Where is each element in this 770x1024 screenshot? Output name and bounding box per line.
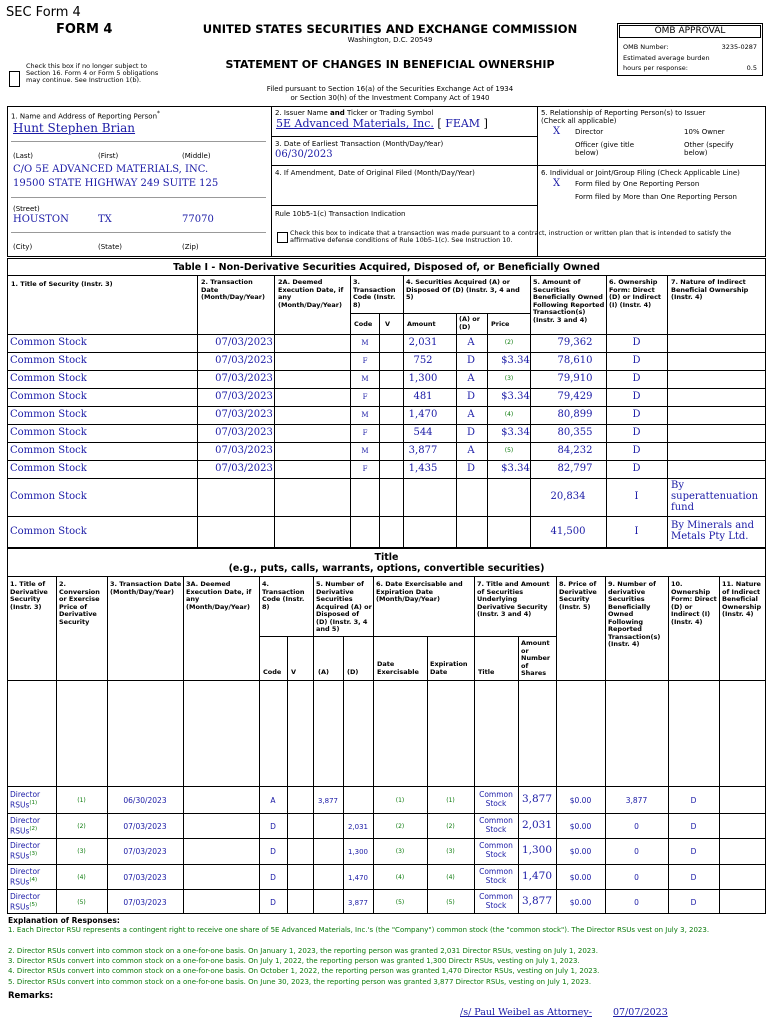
last-label: (Last) xyxy=(13,152,34,160)
t2-h9: 9. Number of derivative Securities Beneficially Owned Following Reported Transaction(s) (Instr. 4) xyxy=(608,580,661,648)
table2-cell-owned: 0 xyxy=(634,873,639,882)
t2-code: Code xyxy=(263,668,282,676)
table2-cell-exp: (3) xyxy=(446,848,455,855)
table2-title-footnote: (1) xyxy=(29,800,38,806)
table2-cell-price: $0.00 xyxy=(569,898,592,907)
table2-cell-dex: (3) xyxy=(395,848,405,855)
table1-cell-date: 07/03/2023 xyxy=(215,355,273,366)
issuer-ticker: FEAM xyxy=(445,117,481,130)
table2-cell-ushares: 2,031 xyxy=(521,819,553,831)
filing-one-label: Form filed by One Reporting Person xyxy=(575,180,700,188)
signature-date: 07/07/2023 xyxy=(613,1007,668,1018)
table2-cell-dex: (1) xyxy=(395,797,405,804)
table1-cell-title: Common Stock xyxy=(10,373,87,384)
table2-cell-code: D xyxy=(270,898,276,907)
table2-cell-d: 1,300 xyxy=(347,848,369,856)
table1-indirect-form: I xyxy=(634,526,639,537)
street-label: (Street) xyxy=(13,205,40,213)
table1-cell-price: $3.34 xyxy=(501,391,530,402)
t2-h2: 2. Conversion or Exercise Price of Derivative Security xyxy=(59,580,100,626)
t1-aord: (A) or (D) xyxy=(459,315,480,331)
t2-a: (A) xyxy=(318,668,329,676)
table2-cell-a: 3,877 xyxy=(317,797,339,805)
table2-row xyxy=(7,889,766,914)
filing-label: 6. Individual or Joint/Group Filing (Check Applicable Line) xyxy=(541,169,740,177)
table2-cell-exp: (5) xyxy=(446,899,455,906)
amendment-label: 4. If Amendment, Date of Original Filed (Month/Day/Year) xyxy=(275,169,475,177)
table2-cell-exp: (2) xyxy=(446,823,455,830)
table1-cell-amount: 1,435 xyxy=(408,463,438,474)
explanation-note-4: 4. Director RSUs convert into common stock on a one-for-one basis. On October 1, 2022, the reporting person was granted 1,470 Director RSUs, vesting on July 1, 2023. xyxy=(8,967,600,975)
zip: 77070 xyxy=(182,214,214,225)
table1-cell-owned: 80,355 xyxy=(557,427,593,438)
table2-cell-date: 07/03/2023 xyxy=(123,873,167,882)
table2-title-footnote: (5) xyxy=(29,902,38,908)
table1-cell-title: Common Stock xyxy=(10,445,87,456)
table2-cell-form: D xyxy=(690,796,697,805)
table1-cell-amount: 752 xyxy=(413,355,433,366)
table1-cell-title: Common Stock xyxy=(10,409,87,420)
table1-cell-price: (2) xyxy=(504,339,514,346)
state: TX xyxy=(98,214,112,225)
table2-row xyxy=(7,838,766,863)
city: HOUSTON xyxy=(13,214,69,225)
table1-cell-amount: 544 xyxy=(413,427,433,438)
table1-cell-owned: 78,610 xyxy=(557,355,593,366)
t1-code: Code xyxy=(354,320,373,328)
t1-h5: 5. Amount of Securities Beneficially Owned Following Reported Transaction(s) (Instr. 3 and 4) xyxy=(533,278,605,324)
t2-h3a: 3A. Deemed Execution Date, if any (Month/Day/Year) xyxy=(186,580,252,611)
table1-indirect-row xyxy=(7,478,766,516)
explanation-note-5: 5. Director RSUs convert into common stock on a one-for-one basis. On June 30, 2023, the reporting person was granted 3,877 Director RSUs, vesting on July 1, 2023. xyxy=(8,978,592,986)
table1-cell-owned: 82,797 xyxy=(557,463,593,474)
table1-cell-code: F xyxy=(362,357,368,365)
table2-cell-form: D xyxy=(690,822,697,831)
table1-cell-ad: D xyxy=(466,391,476,402)
t2-h7: 7. Title and Amount of Securities Underlying Derivative Security (Instr. 3 and 4) xyxy=(477,580,550,618)
table2-cell-utitle: Common Stock xyxy=(479,892,513,910)
rule-checkbox[interactable] xyxy=(277,232,288,243)
rule-text: Check this box to indicate that a transaction was made pursuant to a contract, instruction or written plan that is intended to satisfy the affirmative defense conditions of Rule 10b5-1(c). See Instruction 10. xyxy=(290,229,732,244)
omb-number-value: 3235-0287 xyxy=(721,43,757,51)
form-name: FORM 4 xyxy=(56,22,113,37)
table2-cell-price: $0.00 xyxy=(569,847,592,856)
table2-title: Title xyxy=(374,552,399,563)
table2-cell-title xyxy=(10,790,56,810)
middle-label: (Middle) xyxy=(182,152,211,160)
table1-cell-form: D xyxy=(632,355,641,366)
table1-row xyxy=(7,442,766,460)
table2-cell-dex: (5) xyxy=(395,899,405,906)
table1-cell-form: D xyxy=(632,445,641,456)
table2-row xyxy=(7,787,766,812)
table1-cell-date: 07/03/2023 xyxy=(215,463,273,474)
remarks-label: Remarks: xyxy=(8,991,54,1001)
table2-cell-title xyxy=(10,892,56,912)
t2-h11: 11. Nature of Indirect Beneficial Ownership (Instr. 4) xyxy=(722,580,762,618)
table2-cell-date: 07/03/2023 xyxy=(123,898,167,907)
t2-h5: 5. Number of Derivative Securities Acquired (A) or Disposed of (D) (Instr. 3, 4 and 5) xyxy=(316,580,372,633)
table2-cell-exp: (1) xyxy=(446,797,455,804)
table2-cell-title xyxy=(10,816,56,836)
table1-cell-title: Common Stock xyxy=(10,463,87,474)
filing-one-mark[interactable]: X xyxy=(553,178,561,189)
agency-location: Washington, D.C. 20549 xyxy=(347,36,433,44)
table1-cell-amount: 2,031 xyxy=(408,337,438,348)
table1-cell-price: $3.34 xyxy=(501,463,530,474)
section16-note: Check this box if no longer subject to Section 16. Form 4 or Form 5 obligations may continue. See Instruction 1(b). xyxy=(26,62,159,84)
table1-cell-amount: 1,470 xyxy=(408,409,438,420)
omb-approval-box xyxy=(617,23,763,76)
table2-cell-d: 1,470 xyxy=(347,874,369,882)
t1-price: Price xyxy=(491,320,510,328)
t1-h6: 6. Ownership Form: Direct (D) or Indirect (I) (Instr. 4) xyxy=(609,278,662,309)
rule-label: Rule 10b5-1(c) Transaction Indication xyxy=(275,210,406,218)
explanation-note-1: 1. Each Director RSU represents a contingent right to receive one share of 5E Advanced Materials, Inc.'s (the "Company") common stock (the "common stock"). The Director RSUs vest on July 3, 2023. xyxy=(8,926,710,934)
table2-cell-ushares: 1,470 xyxy=(521,870,553,882)
table1-cell-code: M xyxy=(361,447,369,455)
ten-pct-owner-label: 10% Owner xyxy=(684,128,725,136)
table2-cell-code: D xyxy=(270,822,276,831)
table1-cell-ad: A xyxy=(467,445,475,456)
table2-cell-utitle: Common Stock xyxy=(479,790,513,808)
table1-row xyxy=(7,334,766,352)
zip-label: (Zip) xyxy=(182,243,199,251)
table1-cell-date: 07/03/2023 xyxy=(215,337,273,348)
address-line2: 19500 STATE HIGHWAY 249 SUITE 125 xyxy=(13,178,219,189)
table1-cell-date: 07/03/2023 xyxy=(215,427,273,438)
table2-cell-d: 3,877 xyxy=(347,899,369,907)
table1-cell-date: 07/03/2023 xyxy=(215,373,273,384)
table2-cell-ushares: 3,877 xyxy=(521,793,553,805)
table1-cell-owned: 80,899 xyxy=(557,409,593,420)
t2-d: (D) xyxy=(347,668,359,676)
table2-title-text: Director RSUs xyxy=(10,816,41,836)
table1-indirect-row xyxy=(7,516,766,548)
table1-cell-price: $3.34 xyxy=(501,355,530,366)
table2-title-text: Director RSUs xyxy=(10,867,41,887)
table1-row xyxy=(7,388,766,406)
table2-title-text: Director RSUs xyxy=(10,790,41,810)
document-title: SEC Form 4 xyxy=(6,5,81,20)
t2-h8: 8. Price of Derivative Security (Instr. 5) xyxy=(559,580,597,611)
t1-h2: 2. Transaction Date (Month/Day/Year) xyxy=(201,278,265,301)
table1-cell-code: F xyxy=(362,429,368,437)
table1-row xyxy=(7,406,766,424)
issuer-name-link[interactable]: 5E Advanced Materials, Inc. xyxy=(276,117,434,130)
table2-title-footnote: (2) xyxy=(29,826,38,832)
omb-title: OMB APPROVAL xyxy=(619,25,761,38)
explanation-note-3: 3. Director RSUs convert into common stock on a one-for-one basis. On July 1, 2022, the reporting person was granted 1,300 Directr RSUs, vesting on July 1, 2023. xyxy=(8,957,580,965)
t1-h4: 4. Securities Acquired (A) or Disposed Of (D) (Instr. 3, 4 and 5) xyxy=(406,278,520,301)
t1-h2a: 2A. Deemed Execution Date, if any (Month/Day/Year) xyxy=(278,278,344,309)
city-label: (City) xyxy=(13,243,33,251)
table2-title-text: Director RSUs xyxy=(10,892,41,912)
table1-cell-title: Common Stock xyxy=(10,337,87,348)
table1-cell-title: Common Stock xyxy=(10,427,87,438)
omb-hours-value: 0.5 xyxy=(746,64,757,72)
table1-cell-price: (4) xyxy=(504,411,514,418)
table2-cell-code: D xyxy=(270,873,276,882)
table1-indirect-nature: By Minerals and Metals Pty Ltd. xyxy=(671,520,755,542)
table2-title-text: Director RSUs xyxy=(10,841,41,861)
filing-more-label: Form filed by More than One Reporting Person xyxy=(575,193,737,201)
table2-cell-price: $0.00 xyxy=(569,822,592,831)
table1-cell-code: F xyxy=(362,393,368,401)
first-label: (First) xyxy=(98,152,119,160)
table1-cell-ad: D xyxy=(466,427,476,438)
t2-amt-shares: Amount or Number of Shares xyxy=(521,639,551,677)
table2-cell-d: 2,031 xyxy=(347,823,369,831)
table1-row xyxy=(7,460,766,478)
table2-cell-ushares: 1,300 xyxy=(521,844,553,856)
omb-burden-label: Estimated average burden xyxy=(623,54,710,62)
table1-row xyxy=(7,352,766,370)
t2-v: V xyxy=(291,668,297,676)
t1-h1: 1. Title of Security (Instr. 3) xyxy=(11,280,113,288)
table1-cell-amount: 1,300 xyxy=(408,373,438,384)
table1-cell-price: $3.34 xyxy=(501,427,530,438)
statement-title: STATEMENT OF CHANGES IN BENEFICIAL OWNERSHIP xyxy=(225,58,555,71)
table2-cell-title xyxy=(10,867,56,887)
table1-cell-price: (5) xyxy=(504,447,514,454)
t2-date-ex: Date Exercisable xyxy=(377,660,419,676)
table1-cell-owned: 79,362 xyxy=(557,337,593,348)
section16-checkbox[interactable] xyxy=(9,71,20,87)
table1-cell-form: D xyxy=(632,337,641,348)
table2-cell-price: $0.00 xyxy=(569,796,592,805)
table2-cell-conv: (5) xyxy=(77,899,86,906)
table2-cell-form: D xyxy=(690,898,697,907)
reporting-person-name[interactable]: Hunt Stephen Brian xyxy=(13,121,136,135)
table1-cell-form: D xyxy=(632,409,641,420)
table1-cell-date: 07/03/2023 xyxy=(215,409,273,420)
address-line1: C/O 5E ADVANCED MATERIALS, INC. xyxy=(13,164,209,175)
table2-cell-code: D xyxy=(270,847,276,856)
explanation-note-2: 2. Director RSUs convert into common stock on a one-for-one basis. On January 1, 2023, the reporting person was granted 2,031 Director RSUs, vesting on July 1, 2023. xyxy=(8,947,598,955)
table2-cell-conv: (2) xyxy=(77,823,86,830)
table1-row xyxy=(7,370,766,388)
table2-cell-utitle: Common Stock xyxy=(479,867,513,885)
table2-cell-utitle: Common Stock xyxy=(479,841,513,859)
table1-cell-amount: 481 xyxy=(413,391,433,402)
table1-cell-owned: 84,232 xyxy=(557,445,593,456)
table1-indirect-form: I xyxy=(634,491,639,502)
table1-cell-title: Common Stock xyxy=(10,355,87,366)
table2-subtitle: (e.g., puts, calls, warrants, options, convertible securities) xyxy=(228,563,545,574)
table2-cell-dex: (4) xyxy=(395,874,405,881)
table1-cell-code: M xyxy=(361,339,369,347)
table1-indirect-nature: By superattenuation fund xyxy=(671,480,759,513)
table2-cell-owned: 0 xyxy=(634,847,639,856)
signature: /s/ Paul Weibel as Attorney- xyxy=(460,1007,592,1018)
table1-cell-amount: 3,877 xyxy=(408,445,438,456)
table2-cell-code: A xyxy=(270,796,276,805)
table1-cell-form: D xyxy=(632,427,641,438)
table1-cell-form: D xyxy=(632,373,641,384)
explanation-label: Explanation of Responses: xyxy=(8,916,120,925)
issuer-label: 2. Issuer Name and Ticker or Trading Symbol xyxy=(275,109,434,117)
table1-row xyxy=(7,424,766,442)
table2-cell-conv: (4) xyxy=(77,874,86,881)
table2-cell-utitle: Common Stock xyxy=(479,816,513,834)
table1-cell-form: D xyxy=(632,463,641,474)
table1-indirect-owned: 41,500 xyxy=(550,526,586,537)
table2-cell-title xyxy=(10,841,56,861)
table2-row xyxy=(7,813,766,838)
t2-h3: 3. Transaction Date (Month/Day/Year) xyxy=(110,580,182,596)
table1-cell-price: (3) xyxy=(504,375,514,382)
table2-title-footnote: (3) xyxy=(29,851,38,857)
table1-cell-date: 07/03/2023 xyxy=(215,391,273,402)
t2-title: Title xyxy=(478,668,495,676)
reporting-person-label: 1. Name and Address of Reporting Person* xyxy=(11,111,160,121)
table2-row xyxy=(7,864,766,889)
table1-cell-code: M xyxy=(361,375,369,383)
state-label: (State) xyxy=(98,243,122,251)
t2-h10: 10. Ownership Form: Direct (D) or Indirect (I) (Instr. 4) xyxy=(671,580,717,626)
omb-number-label: OMB Number: xyxy=(623,43,669,51)
director-check-mark[interactable]: X xyxy=(553,126,561,137)
table1-cell-ad: D xyxy=(466,463,476,474)
agency-name: UNITED STATES SECURITIES AND EXCHANGE COMMISSION xyxy=(202,22,578,36)
filed-pursuant-line1: Filed pursuant to Section 16(a) of the Securities Exchange Act of 1934 xyxy=(266,85,514,93)
table2-cell-conv: (3) xyxy=(77,848,86,855)
issuer-name-ticker: 5E Advanced Materials, Inc. [ FEAM ] xyxy=(276,117,488,130)
t1-h7: 7. Nature of Indirect Beneficial Ownership (Instr. 4) xyxy=(671,278,749,301)
earliest-date-label: 3. Date of Earliest Transaction (Month/Day/Year) xyxy=(275,140,444,148)
table1-indirect-title: Common Stock xyxy=(10,526,87,537)
table2-cell-dex: (2) xyxy=(395,823,405,830)
table2-cell-date: 07/03/2023 xyxy=(123,822,167,831)
other-label: Other (specify below) xyxy=(684,141,734,157)
table1-indirect-owned: 20,834 xyxy=(550,491,586,502)
table1-cell-ad: A xyxy=(467,337,475,348)
table2-title-footnote: (4) xyxy=(29,877,38,883)
table2-cell-date: 06/30/2023 xyxy=(123,796,167,805)
table2-cell-exp: (4) xyxy=(446,874,455,881)
table1-cell-title: Common Stock xyxy=(10,391,87,402)
table1-cell-date: 07/03/2023 xyxy=(215,445,273,456)
table2-cell-form: D xyxy=(690,873,697,882)
table1-indirect-title: Common Stock xyxy=(10,491,87,502)
relationship-sub: (Check all applicable) xyxy=(541,117,617,125)
table1-cell-form: D xyxy=(632,391,641,402)
table1-cell-ad: D xyxy=(466,355,476,366)
table2-cell-conv: (1) xyxy=(77,797,86,804)
table2-cell-date: 07/03/2023 xyxy=(123,847,167,856)
table1-cell-ad: A xyxy=(467,373,475,384)
t1-v: V xyxy=(385,320,391,328)
table1-cell-code: F xyxy=(362,465,368,473)
t2-h1: 1. Title of Derivative Security (Instr. 3) xyxy=(10,580,48,611)
t2-h6: 6. Date Exercisable and Expiration Date (Month/Day/Year) xyxy=(376,580,463,603)
table1-cell-ad: A xyxy=(467,409,475,420)
table2-cell-owned: 3,877 xyxy=(625,796,648,805)
table1-cell-owned: 79,429 xyxy=(557,391,593,402)
table2-cell-owned: 0 xyxy=(634,898,639,907)
table2-cell-price: $0.00 xyxy=(569,873,592,882)
table1-cell-code: M xyxy=(361,411,369,419)
omb-hours-label: hours per response: xyxy=(623,64,688,72)
t2-exp: Expiration Date xyxy=(430,660,468,676)
director-label: Director xyxy=(575,128,604,136)
table2-cell-ushares: 3,877 xyxy=(521,895,553,907)
officer-label: Officer (give title below) xyxy=(575,141,635,157)
t1-h3: 3. Transaction Code (Instr. 8) xyxy=(353,278,396,309)
relationship-label: 5. Relationship of Reporting Person(s) to Issuer xyxy=(541,109,706,117)
filed-pursuant-line2: or Section 30(h) of the Investment Company Act of 1940 xyxy=(290,94,490,102)
table2-cell-form: D xyxy=(690,847,697,856)
t2-h4: 4. Transaction Code (Instr. 8) xyxy=(262,580,305,611)
table2-cell-owned: 0 xyxy=(634,822,639,831)
table1-cell-owned: 79,910 xyxy=(557,373,593,384)
t1-amount: Amount xyxy=(407,320,436,328)
table1-title: Table I - Non-Derivative Securities Acquired, Disposed of, or Beneficially Owned xyxy=(173,262,600,273)
earliest-date: 06/30/2023 xyxy=(275,149,333,160)
